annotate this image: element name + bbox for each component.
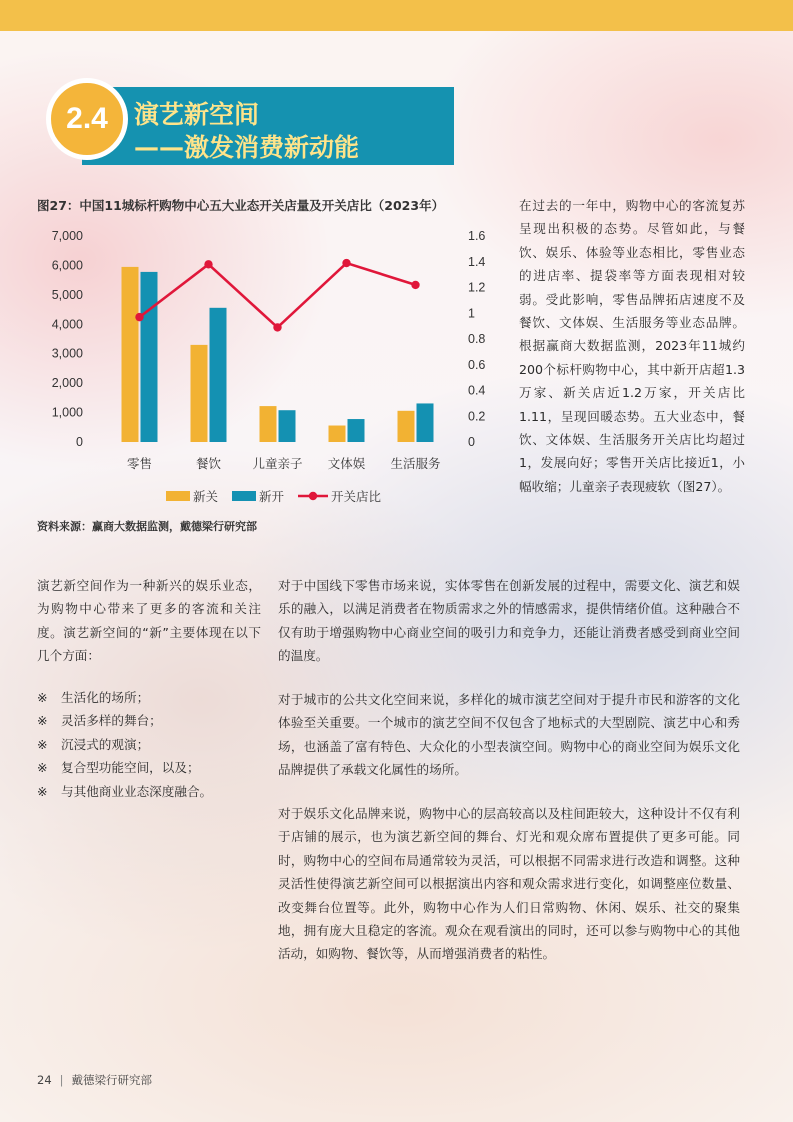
x-tick-label: 文体娱 (327, 456, 366, 471)
y2-tick-label: 1.2 (468, 280, 486, 295)
list-marker: ※ (37, 690, 48, 705)
chart-source: 资料来源：赢商大数据监测，戴德梁行研究部 (37, 520, 257, 533)
list-item (37, 709, 267, 732)
x-tick-label: 生活服务 (390, 456, 441, 471)
body-paragraph-brands: 对于娱乐文化品牌来说，购物中心的层高较高以及柱间距较大，这种设计不仅有利于店铺的展示，也为演艺新空间的舞台、灯光和观众席布置提供了更多可能。同时，购物中心的空间布局通常较为灵活，可以根据不同需求进行改造和调整。这种灵活性使得演艺新空间可以根据演出内容和观众需求进行变化，如调整座位数量、改变舞台位置等。此外，购物中心作为人们日常购物、休闲、娱乐、社交的聚集地，拥有庞大且稳定的客流。观众在观看演出的同时，还可以参与购物中心的其他活动，如购物、餐饮等，从而增强消费者的粘性。 (278, 806, 740, 962)
list-item-text: 复合型功能空间，以及； (61, 760, 200, 776)
y2-tick-label: 1.6 (468, 229, 486, 243)
legend-label: 开关店比 (331, 489, 382, 504)
legend-label: 新开 (259, 489, 285, 504)
ratio-point (273, 323, 281, 331)
body-paragraph-retail: 对于中国线下零售市场来说，实体零售在创新发展的过程中，需要文化、演艺和娱乐的融入，以满足消费者在物质需求之外的情感需求，提供情绪价值。这种融合不仅有助于增强购物中心商业空间的吸引力和竞争力，还能让消费者感受到商业空间的温度。 (278, 578, 740, 664)
bar-新关 (260, 406, 277, 442)
section-title: 演艺新空间 (134, 100, 260, 129)
list-item-text: 与其他商业业态深度融合。 (61, 783, 213, 799)
ratio-point (342, 259, 350, 267)
section-number-badge (46, 78, 128, 160)
legend-line-marker (309, 492, 317, 500)
list-item (37, 686, 267, 709)
list-marker: ※ (37, 736, 48, 752)
y-tick-label: 5,000 (51, 287, 83, 302)
list-item (37, 780, 267, 803)
y-tick-label: 3,000 (51, 346, 83, 361)
y2-tick-label: 0.8 (468, 332, 486, 346)
chart-caption: 图27：中国11城标杆购物中心五大业态开关店量及开关店比（2023年） (37, 198, 445, 213)
ratio-point (204, 260, 212, 268)
body-paragraph-city: 对于城市的公共文化空间来说，多样化的城市演艺空间对于提升市民和游客的文化体验至关重要。一个城市的演艺空间不仅包含了地标式的大型剧院、演艺中心和秀场，也涵盖了富有特色、大众化的小型表演空间。购物中心的商业空间为娱乐文化品牌提供了承载文化属性的场所。 (278, 692, 740, 778)
bar-新关 (329, 426, 346, 442)
y-tick-label: 2,000 (51, 376, 83, 391)
feature-list (37, 686, 267, 803)
ratio-line (140, 263, 416, 327)
ratio-point (135, 313, 143, 321)
footer-org: 戴德梁行研究部 (71, 1073, 153, 1087)
intro-paragraph: 演艺新空间作为一种新兴的娱乐业态，为购物中心带来了更多的客流和关注度。演艺新空间的“新”主要体现在以下几个方面： (37, 578, 261, 664)
y-tick-label: 6,000 (51, 258, 83, 273)
x-tick-label: 餐饮 (195, 456, 222, 471)
list-item-text: 沉浸式的观演； (61, 736, 150, 752)
y-tick-label: 4,000 (51, 317, 83, 332)
list-item-text: 生活化的场所； (61, 690, 150, 705)
page-number: 24 (37, 1073, 52, 1087)
list-marker: ※ (37, 713, 48, 729)
section-subtitle: ——激发消费新动能 (134, 133, 360, 162)
bar-新开 (348, 419, 365, 442)
legend-swatch-新开 (232, 491, 256, 501)
y2-tick-label: 0.2 (468, 409, 486, 424)
chart-commentary: 在过去的一年中，购物中心的客流复苏呈现出积极的态势。尽管如此，与餐饮、娱乐、体验等业态相比，零售业态的进店率、提袋率等方面表现相对较弱。受此影响，零售品牌拓店速度不及餐饮、文体娱、生活服务等业态品牌。根据赢商大数据监测，2023年11城约200个标杆购物中心，其中新开店超1.3万家、新关店近1.2万家，开关店比1.11，呈现回暖态势。五大业态中，餐饮、文体娱、生活服务开关店比均超过1，发展向好；零售开关店比接近1，小幅收缩；儿童亲子表现疲软（图27）。 (519, 198, 745, 494)
y-tick-label: 7,000 (51, 229, 83, 243)
y-tick-label: 1,000 (51, 405, 83, 420)
list-item-text: 灵活多样的舞台； (61, 713, 162, 729)
legend-swatch-新关 (166, 491, 190, 501)
bar-新开 (279, 410, 296, 442)
y2-tick-label: 1.4 (468, 254, 486, 269)
y2-tick-label: 0.6 (468, 357, 486, 372)
list-marker: ※ (37, 760, 48, 776)
bar-新开 (210, 308, 227, 442)
bar-新开 (141, 272, 158, 442)
x-tick-label: 零售 (126, 456, 153, 471)
bar-新关 (191, 345, 208, 442)
list-item (37, 733, 267, 756)
x-tick-label: 儿童亲子 (252, 456, 303, 471)
legend-label: 新关 (193, 489, 219, 504)
y-tick-label: 0 (76, 435, 83, 449)
bar-line-chart (30, 220, 500, 520)
section-header (46, 78, 456, 170)
y2-tick-label: 0 (468, 435, 475, 449)
page-footer (37, 1072, 152, 1088)
bar-新关 (398, 411, 415, 442)
bar-新开 (417, 403, 434, 442)
ratio-point (411, 281, 419, 289)
y2-tick-label: 0.4 (468, 383, 486, 398)
bar-新关 (122, 267, 139, 442)
footer-separator: | (59, 1073, 64, 1087)
y2-tick-label: 1 (468, 306, 475, 321)
top-color-band (0, 0, 793, 31)
section-number: 2.4 (66, 102, 108, 135)
list-marker: ※ (37, 783, 48, 799)
list-item (37, 756, 267, 779)
